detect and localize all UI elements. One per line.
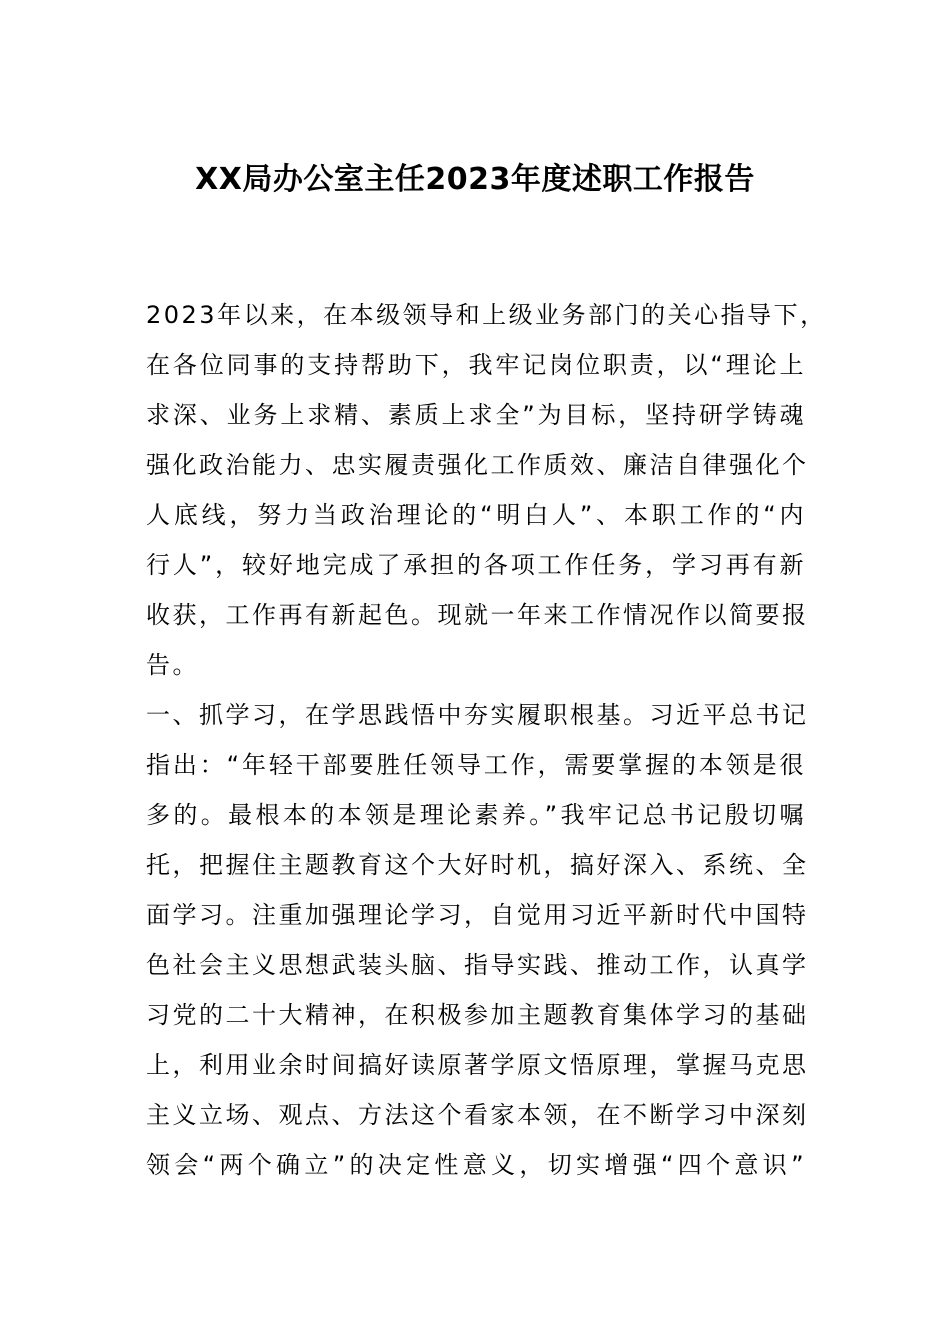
body-line: 托，把握住主题教育这个大好时机，搞好深入、系统、全 <box>146 851 809 879</box>
body-line: 人底线，努力当政治理论的“明白人”、本职工作的“内 <box>146 501 806 529</box>
body-line: 多的。最根本的本领是理论素养。”我牢记总书记殷切嘱 <box>146 801 806 829</box>
body-line: 求深、业务上求精、素质上求全”为目标，坚持研学铸魂 <box>146 401 806 429</box>
body-line: 收获，工作再有新起色。现就一年来工作情况作以简要报 <box>146 601 809 629</box>
document-title: XX局办公室主任2023年度述职工作报告 <box>195 162 755 197</box>
body-line: 色社会主义思想武装头脑、指导实践、推动工作，认真学 <box>146 951 809 979</box>
body-line: 行人”，较好地完成了承担的各项工作任务，学习再有新 <box>146 551 806 579</box>
body-line: 领会“两个确立”的决定性意义，切实增强“四个意识” <box>146 1151 806 1179</box>
body-line: 2023年以来，在本级领导和上级业务部门的关心指导下， <box>146 301 827 329</box>
document-body <box>146 290 827 1190</box>
body-line: 上，利用业余时间搞好读原著学原文悟原理，掌握马克思 <box>146 1051 809 1079</box>
body-line: 主义立场、观点、方法这个看家本领，在不断学习中深刻 <box>146 1101 809 1129</box>
body-line: 告。 <box>146 651 199 679</box>
body-line: 习党的二十大精神，在积极参加主题教育集体学习的基础 <box>146 1001 809 1029</box>
body-line: 面学习。注重加强理论学习，自觉用习近平新时代中国特 <box>146 901 809 929</box>
body-line: 指出：“年轻干部要胜任领导工作，需要掌握的本领是很 <box>146 751 806 779</box>
body-line: 在各位同事的支持帮助下，我牢记岗位职责，以“理论上 <box>146 351 806 379</box>
body-line: 一、抓学习，在学思践悟中夯实履职根基。习近平总书记 <box>146 701 809 729</box>
body-line: 强化政治能力、忠实履责强化工作质效、廉洁自律强化个 <box>146 451 809 479</box>
